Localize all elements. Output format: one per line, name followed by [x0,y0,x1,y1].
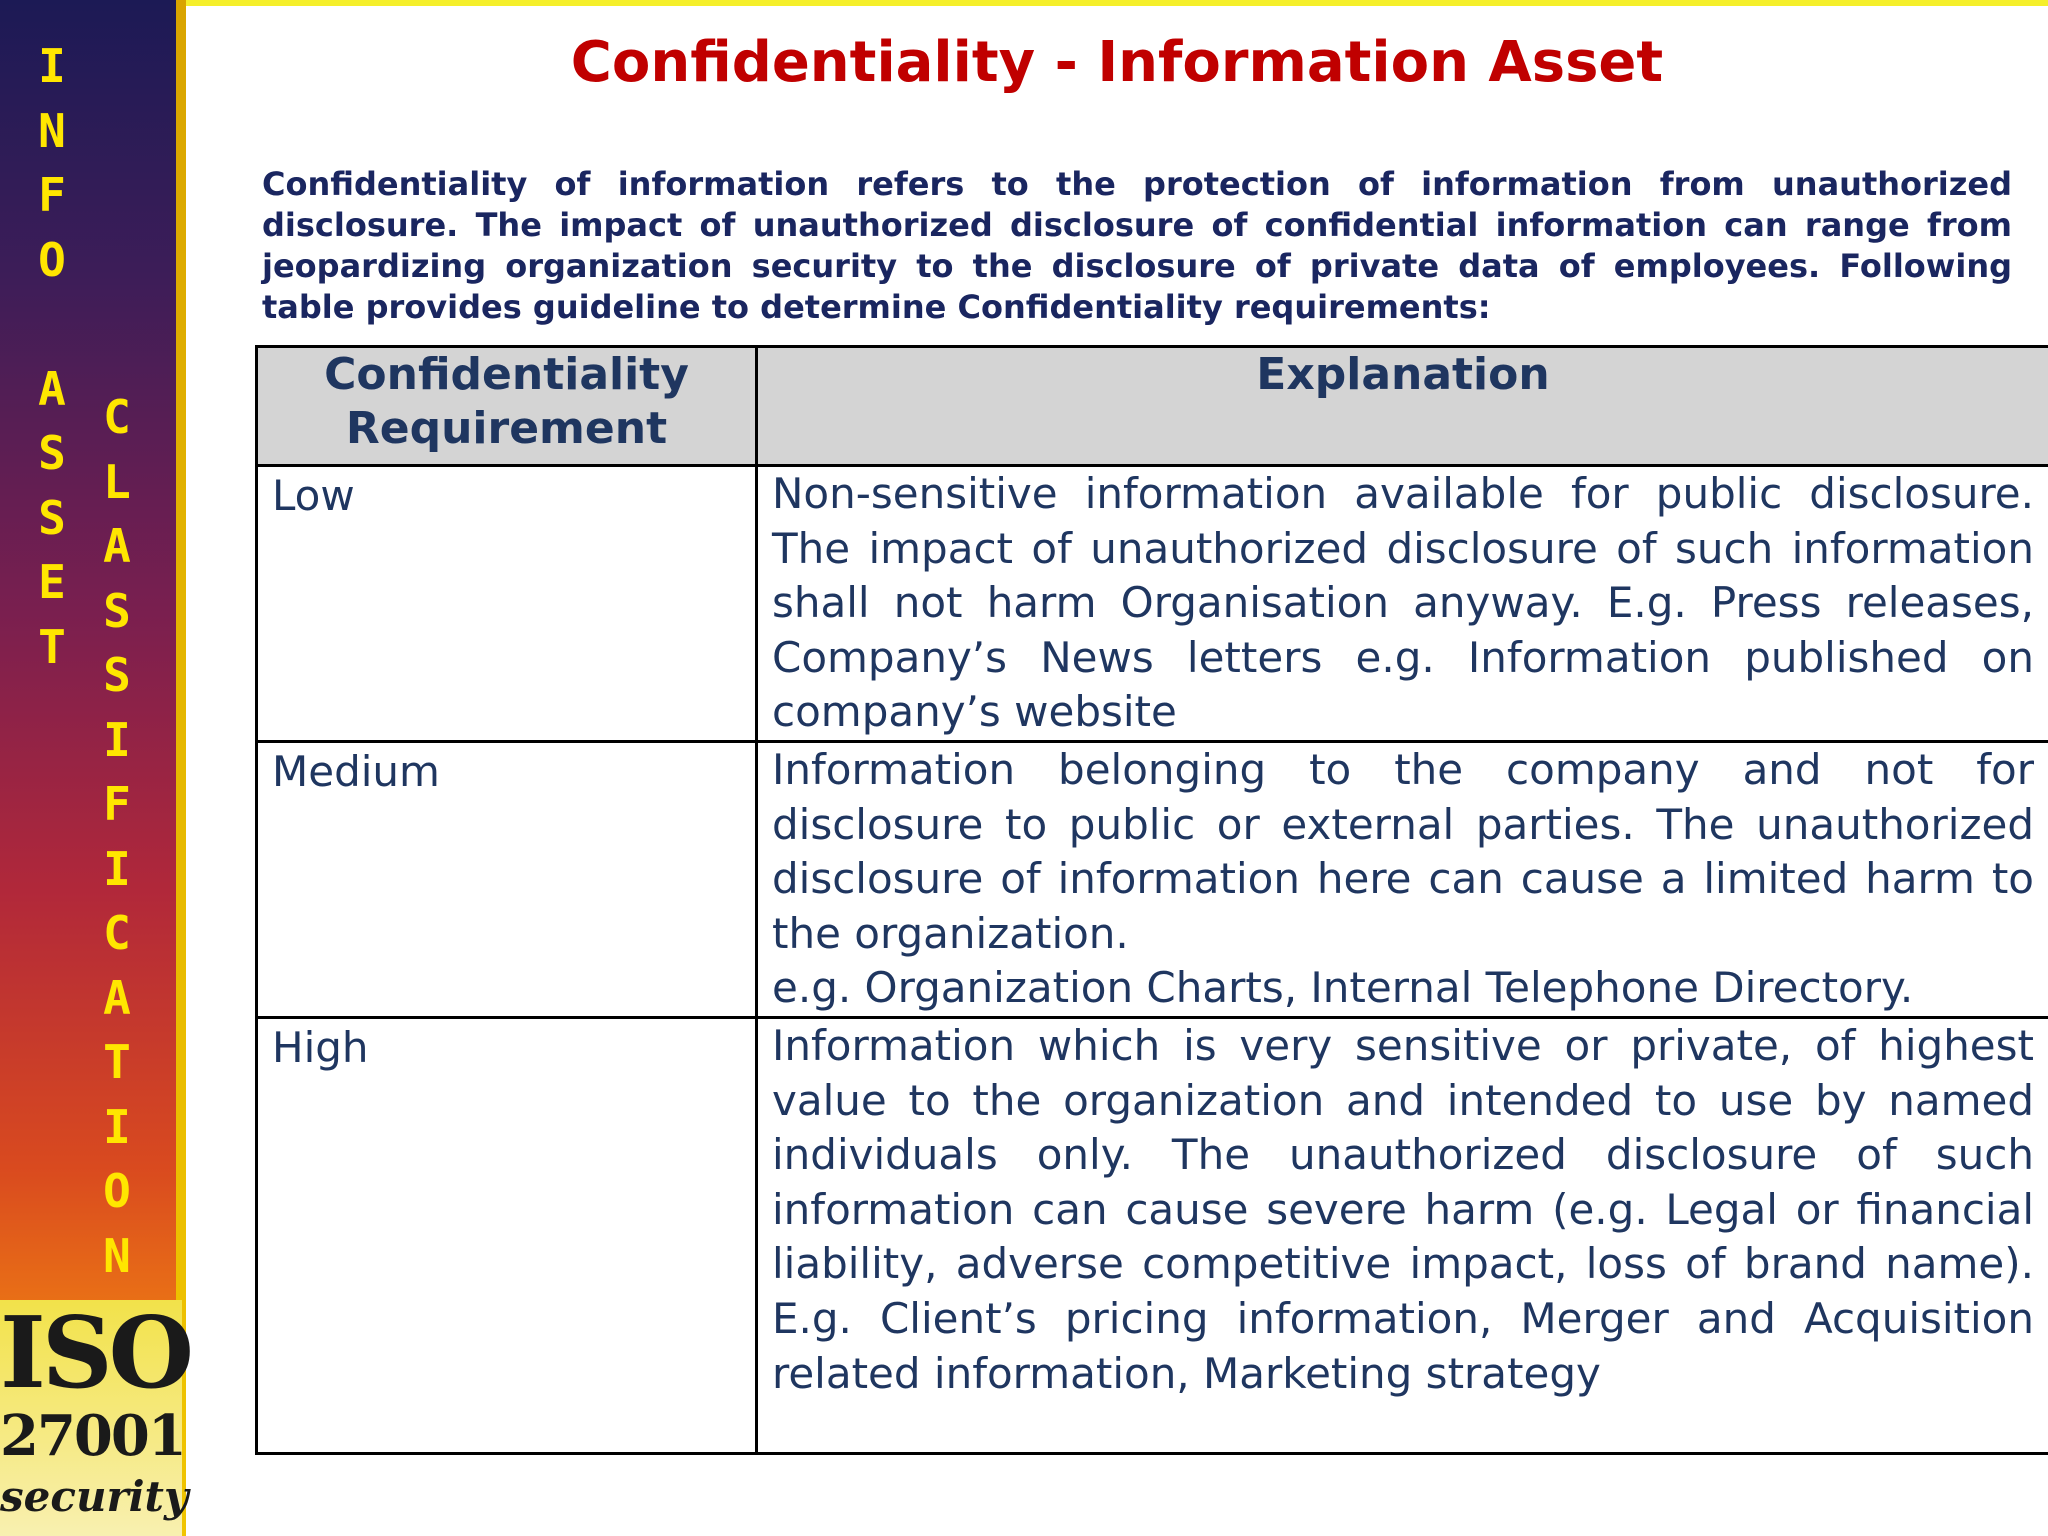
sidebar-letter: I [103,712,131,767]
sidebar-letter: S [103,648,131,702]
sidebar-letter: C [103,906,131,960]
sidebar-letter: C [103,390,131,444]
sidebar-letter: F [38,168,66,222]
top-yellow-rule [0,0,2048,6]
sidebar-letter: S [38,490,66,545]
sidebar-letter: I [103,1099,131,1154]
sidebar-letter: A [103,519,131,573]
sidebar-letter: O [38,232,66,287]
explanation-cell-low [757,466,2048,742]
sidebar-letter: T [103,1035,131,1089]
explanation-cell-medium [757,741,2048,1017]
explanation-text-low: Non-sensitive information available for public disclosure. The impact of unauthorized disclosure of such information shall not harm Organisation anyway. E.g. Press releases, Company’s News letters e.g. Information published on company’s website [772,469,2034,737]
header-explanation-label: Explanation [1256,349,1550,400]
sidebar-letter: S [38,426,66,480]
page-title: Confidentiality - Information Asset [570,30,1664,95]
explanation-cell-high [757,1017,2048,1453]
sidebar-text-classification [87,385,147,1288]
level-cell-medium: Medium [257,741,757,1017]
table-row-medium [257,741,2048,1017]
confidentiality-table [255,345,2048,1455]
sidebar-letter: S [103,583,131,638]
header-confidentiality-requirement: Confidentiality Requirement [257,347,757,466]
table-header-row [257,347,2048,466]
explanation-text-high: Information which is very sensitive or private, of highest value to the organization and intended to use by named individuals only. The unauthorized disclosure of such information can cause severe harm (e.g. Legal or financial liability, adverse competitive impact, loss of brand name). E.g. Client’s pricing information, Merger and Acquisition related information, Marketing strategy [772,1020,2034,1398]
logo-number-text: 27001 [0,1403,185,1469]
sidebar-letter: A [38,361,66,416]
sidebar-text-info-asset [22,34,82,679]
iso-27001-logo [0,1296,190,1536]
sidebar-letter: I [103,841,131,896]
header-explanation [757,347,2048,466]
sidebar-letter: N [38,103,66,158]
table-row-low [257,466,2048,742]
sidebar-letter: I [38,39,66,93]
sidebar-letter: F [103,777,131,831]
table-row-high [257,1017,2048,1453]
example-text-medium: e.g. Organization Charts, Internal Telephone Directory. [772,963,1914,1013]
sidebar-letter: O [103,1164,131,1218]
sidebar-letter: T [38,619,66,674]
logo-iso-text: ISO [0,1296,190,1411]
logo-security-text: security [0,1472,189,1521]
sidebar-letter: A [103,970,131,1025]
sidebar-letter: L [103,454,131,509]
level-cell-low: Low [257,466,757,742]
level-cell-high: High [257,1017,757,1453]
sidebar-letter: N [103,1228,131,1283]
intro-paragraph: Confidentiality of information refers to the protection of information from unauthorized disclosure. The impact of unauthorized disclosure of confidential information can range from jeopardizing organization security to the disclosure of private data of employees. Following table provides guideline to determine Confidentiality requirements: [262,165,2012,326]
sidebar-letter: E [38,555,66,609]
explanation-text-medium: Information belonging to the company and not for disclosure to public or external parties. The unauthorized disclosure of information here can cause a limited harm to the organization. [772,744,2034,958]
